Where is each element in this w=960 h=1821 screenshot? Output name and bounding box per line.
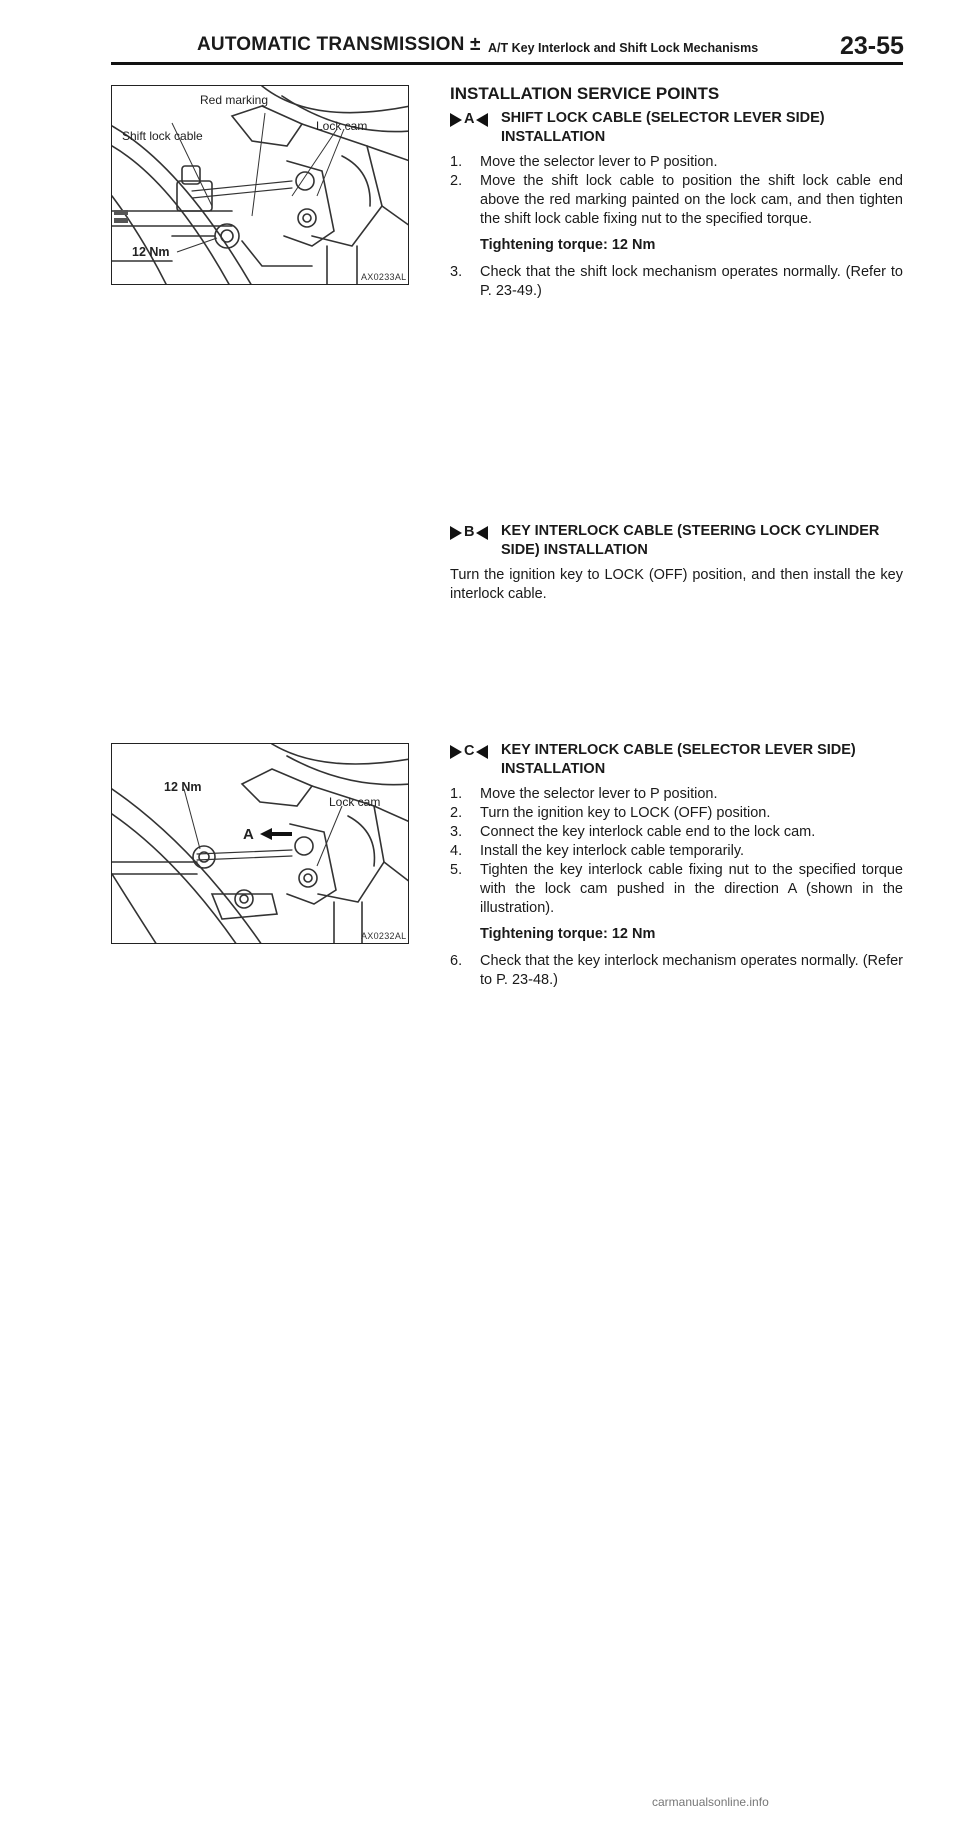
service-point-marker: A [450, 110, 488, 129]
service-point-marker: B [450, 523, 488, 542]
figure-shift-lock-cable [111, 85, 409, 285]
section-b-block [450, 522, 903, 604]
section-heading: INSTALLATION SERVICE POINTS [450, 84, 720, 103]
callout-torque: 12 Nm [164, 780, 202, 794]
page-number: 23-55 [840, 32, 904, 60]
body-paragraph: Turn the ignition key to LOCK (OFF) position, and then install the key interlock cable. [450, 567, 903, 602]
callout-shift-lock-cable: Shift lock cable [122, 129, 203, 143]
step-item: 2. Move the shift lock cable to position the shift lock cable end above the red marking painted on the lock cam, and then tighten the shift lock cable fixing nut to the specified torque. [450, 173, 903, 227]
triangle-left-icon [476, 113, 488, 127]
callout-lock-cam: Lock cam [316, 119, 368, 133]
figure-code: AX0233AL [361, 272, 407, 282]
watermark: carmanualsonline.info [652, 1795, 769, 1809]
step-item: 2. Turn the ignition key to LOCK (OFF) position. [450, 805, 771, 821]
step-item: 3. Check that the shift lock mechanism operates normally. (Refer to P. 23-49.) [450, 264, 903, 299]
page-header [0, 0, 960, 62]
section-a-block [450, 84, 903, 301]
triangle-right-icon [450, 745, 462, 759]
subsection-heading-a: A SHIFT LOCK CABLE (SELECTOR LEVER SIDE) INSTALLATION [450, 109, 903, 147]
step-item: 3. Connect the key interlock cable end to the lock cam. [450, 824, 816, 840]
service-point-marker: C [450, 742, 488, 761]
figure-code: AX0232AL [361, 931, 407, 941]
section-title: A/T Key Interlock and Shift Lock Mechanisms [488, 41, 759, 55]
step-item: 4. Install the key interlock cable temporarily. [450, 843, 745, 859]
torque-spec: Tightening torque: 12 Nm [480, 237, 656, 253]
triangle-left-icon [476, 745, 488, 759]
triangle-right-icon [450, 113, 462, 127]
callout-lock-cam: Lock cam [329, 795, 381, 809]
subsection-heading-b: B KEY INTERLOCK CABLE (STEERING LOCK CYLINDER SIDE) INSTALLATION [450, 522, 903, 560]
step-item: 5. Tighten the key interlock cable fixing nut to the specified torque with the lock cam pushed in the direction A (shown in the illustration). [450, 862, 903, 916]
step-item: 1. Move the selector lever to P position. [450, 154, 718, 170]
chapter-title: AUTOMATIC TRANSMISSION ± [197, 34, 481, 55]
subsection-heading-c: C KEY INTERLOCK CABLE (SELECTOR LEVER SIDE) INSTALLATION [450, 741, 903, 779]
torque-spec: Tightening torque: 12 Nm [480, 926, 656, 942]
callout-torque: 12 Nm [132, 245, 170, 259]
key-interlock-illustration [112, 744, 409, 944]
section-c-block [450, 741, 903, 990]
triangle-right-icon [450, 526, 462, 540]
callout-direction-a: A [243, 826, 254, 843]
step-item: 6. Check that the key interlock mechanism operates normally. (Refer to P. 23-48.) [450, 953, 903, 988]
triangle-left-icon [476, 526, 488, 540]
header-rule [111, 62, 903, 65]
callout-red-marking: Red marking [200, 93, 269, 107]
step-item: 1. Move the selector lever to P position. [450, 786, 718, 802]
figure-key-interlock-cable [111, 743, 409, 944]
